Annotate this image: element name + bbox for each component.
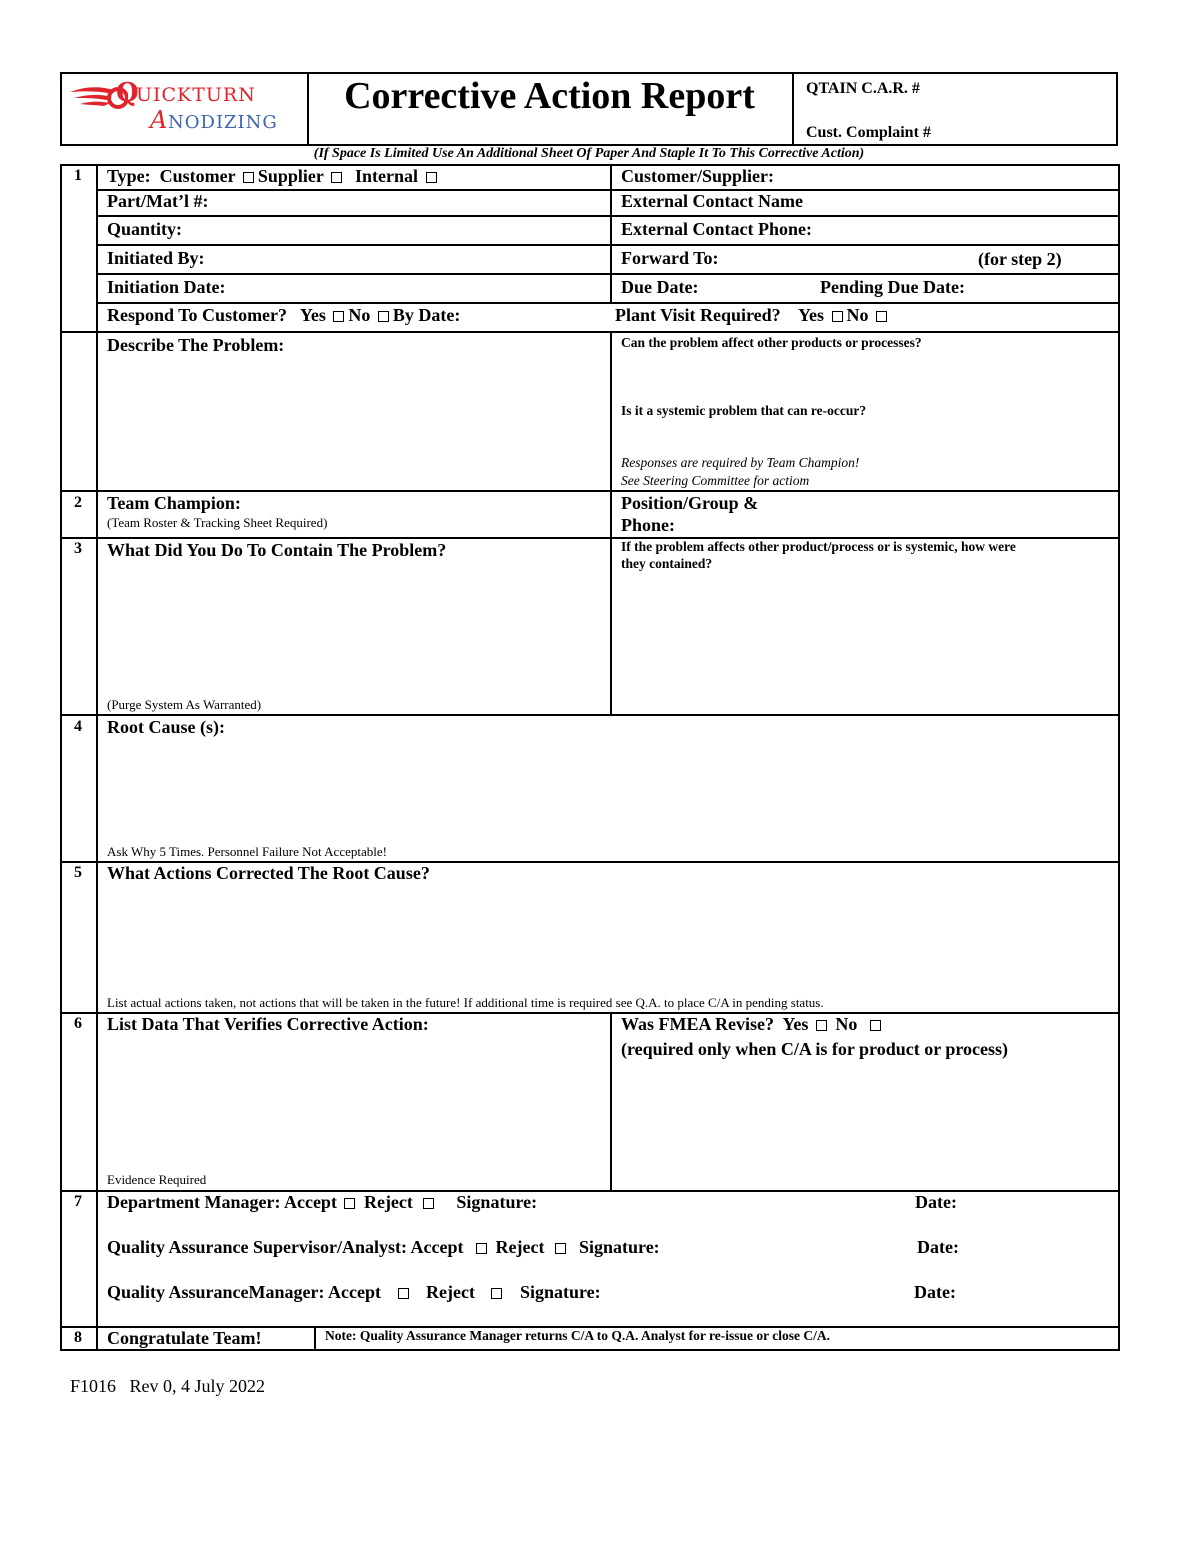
dept-manager-accept-label: Accept <box>283 1192 337 1212</box>
ask-why-note: Ask Why 5 Times. Personnel Failure Not Acceptable! <box>107 844 387 859</box>
quantity-field[interactable]: Quantity: <box>107 219 183 239</box>
page-title: Corrective Action Report <box>344 75 755 117</box>
contained-question-line2: they contained? <box>621 556 713 571</box>
company-logo <box>66 76 302 142</box>
fmea-label: Was FMEA Revise? <box>621 1014 774 1034</box>
dept-manager-label: Department Manager: <box>107 1192 281 1212</box>
steering-note: See Steering Committee for actiom <box>621 473 810 488</box>
qa-manager-label: Quality AssuranceManager: <box>107 1282 325 1302</box>
initiation-date-field[interactable]: Initiation Date: <box>107 277 226 297</box>
dept-manager-date[interactable]: Date: <box>915 1192 957 1212</box>
contain-problem-label: What Did You Do To Contain The Problem? <box>107 540 447 560</box>
respond-row <box>107 305 460 326</box>
respond-yes-label: Yes <box>299 305 326 325</box>
describe-problem-label: Describe The Problem: <box>107 335 285 355</box>
section-number-2: 2 <box>74 494 82 511</box>
dept-manager-reject-checkbox[interactable] <box>423 1198 434 1209</box>
number-column-line <box>96 164 98 1351</box>
team-champion-field[interactable]: Team Champion: <box>107 493 241 513</box>
qa-supervisor-signature-label[interactable]: Signature: <box>579 1237 660 1257</box>
complaint-number-label: Cust. Complaint # <box>806 124 931 141</box>
row-line-1 <box>96 189 1120 191</box>
section2-middle-line <box>610 490 612 537</box>
fmea-yes-checkbox[interactable] <box>816 1020 827 1031</box>
type-customer-label: Customer <box>159 166 236 186</box>
problem-bottom-line <box>60 490 1120 492</box>
header-divider-2 <box>792 72 794 146</box>
evidence-required-note: Evidence Required <box>107 1172 207 1187</box>
logo-text-line2: NODIZING <box>168 112 278 133</box>
verify-data-label: List Data That Verifies Corrective Action: <box>107 1014 429 1034</box>
external-contact-name-field[interactable]: External Contact Name <box>621 191 803 211</box>
dept-manager-accept-checkbox[interactable] <box>344 1198 355 1209</box>
actual-actions-note: List actual actions taken, not actions that will be taken in the future! If additional time is required see Q.A. to place C/A in pending status. <box>107 995 824 1010</box>
section1-middle-line <box>610 164 612 302</box>
due-date-field[interactable]: Due Date: <box>621 277 699 297</box>
qa-manager-signature-label[interactable]: Signature: <box>519 1282 601 1302</box>
dept-manager-reject-label: Reject <box>363 1192 413 1212</box>
form-revision: F1016 Rev 0, 4 July 2022 <box>70 1376 266 1396</box>
logo-letter-q: Q <box>116 78 139 108</box>
section-number-7: 7 <box>74 1193 82 1210</box>
qa-supervisor-reject-label: Reject <box>495 1237 545 1257</box>
type-row <box>107 166 441 187</box>
qa-supervisor-label: Quality Assurance Supervisor/Analyst: <box>107 1237 408 1257</box>
responses-note: Responses are required by Team Champion! <box>621 455 860 470</box>
contained-question-line1: If the problem affects other product/process or is systemic, how were <box>621 539 1016 554</box>
dept-manager-signature-label[interactable]: Signature: <box>456 1192 538 1212</box>
type-internal-label: Internal <box>355 166 419 186</box>
plant-visit-label: Plant Visit Required? <box>615 305 781 325</box>
pending-due-date-field[interactable]: Pending Due Date: <box>820 277 965 297</box>
respond-label: Respond To Customer? <box>107 305 288 325</box>
fmea-no-checkbox[interactable] <box>870 1020 881 1031</box>
plant-visit-yes-checkbox[interactable] <box>832 311 843 322</box>
phone-label: Phone: <box>621 515 675 535</box>
section-number-3: 3 <box>74 540 82 557</box>
row-line-5 <box>96 302 1120 304</box>
position-group-label: Position/Group & <box>621 493 759 513</box>
plant-visit-row <box>615 305 891 326</box>
external-contact-phone-field[interactable]: External Contact Phone: <box>621 219 812 239</box>
respond-yes-checkbox[interactable] <box>333 311 344 322</box>
logo-letter-a: A <box>150 106 168 134</box>
section-number-4: 4 <box>74 718 82 735</box>
qa-manager-date[interactable]: Date: <box>914 1282 956 1302</box>
by-date-label: By Date: <box>392 305 461 325</box>
qa-manager-reject-label: Reject <box>426 1282 475 1302</box>
section8-middle-line <box>314 1326 316 1351</box>
purge-note: (Purge System As Warranted) <box>107 697 262 712</box>
row-line-4 <box>96 273 1120 275</box>
congratulate-team-label: Congratulate Team! <box>107 1328 262 1348</box>
qa-manager-accept-checkbox[interactable] <box>398 1288 409 1299</box>
plant-visit-no-label: No <box>846 305 869 325</box>
qa-manager-accept-label: Accept <box>328 1282 381 1302</box>
for-step-note: (for step 2) <box>978 249 1062 269</box>
section-number-8: 8 <box>74 1329 82 1346</box>
fmea-row <box>621 1014 885 1035</box>
qa-manager-reject-checkbox[interactable] <box>491 1288 502 1299</box>
fmea-note: (required only when C/A is for product or process) <box>621 1039 1009 1059</box>
car-number-label: QTAIN C.A.R. # <box>806 80 920 97</box>
qa-supervisor-accept-checkbox[interactable] <box>476 1243 487 1254</box>
roster-note: (Team Roster & Tracking Sheet Required) <box>107 515 328 530</box>
qa-manager-return-note: Note: Quality Assurance Manager returns C/A to Q.A. Analyst for re-issue or close C/A. <box>325 1328 830 1343</box>
dept-manager-row <box>107 1192 537 1213</box>
part-field[interactable]: Part/Mat’l #: <box>107 191 209 211</box>
actions-corrected-label: What Actions Corrected The Root Cause? <box>107 863 430 883</box>
systemic-question: Is it a systemic problem that can re-occur? <box>621 403 867 418</box>
respond-no-checkbox[interactable] <box>378 311 389 322</box>
section3-bottom-line <box>60 714 1120 716</box>
type-customer-checkbox[interactable] <box>243 172 254 183</box>
forward-to-field[interactable]: Forward To: <box>621 248 719 268</box>
qa-supervisor-reject-checkbox[interactable] <box>555 1243 566 1254</box>
type-supplier-label: Supplier <box>257 166 324 186</box>
initiated-by-field[interactable]: Initiated By: <box>107 248 205 268</box>
root-cause-label: Root Cause (s): <box>107 717 225 737</box>
section3-middle-line <box>610 537 612 714</box>
logo-text-line1: UICKTURN <box>136 84 256 106</box>
affect-question: Can the problem affect other products or processes? <box>621 335 922 350</box>
qa-manager-row <box>107 1282 601 1303</box>
section1-bottom-line <box>60 331 1120 333</box>
problem-middle-line <box>610 331 612 490</box>
row-line-2 <box>96 215 1120 217</box>
section-number-1: 1 <box>74 167 82 184</box>
type-label: Type: <box>107 166 151 186</box>
section-number-6: 6 <box>74 1015 82 1032</box>
type-internal-checkbox[interactable] <box>426 172 437 183</box>
section6-middle-line <box>610 1012 612 1190</box>
type-supplier-checkbox[interactable] <box>331 172 342 183</box>
space-note: (If Space Is Limited Use An Additional Sheet Of Paper And Staple It To This Corrective Action) <box>313 146 865 161</box>
customer-supplier-field[interactable]: Customer/Supplier: <box>621 166 774 186</box>
plant-visit-yes-label: Yes <box>798 305 825 325</box>
qa-supervisor-date[interactable]: Date: <box>917 1237 959 1257</box>
row-line-3 <box>96 244 1120 246</box>
qa-supervisor-row <box>107 1237 660 1258</box>
fmea-yes-label: Yes <box>782 1014 809 1034</box>
respond-no-label: No <box>348 305 371 325</box>
plant-visit-no-checkbox[interactable] <box>876 311 887 322</box>
qa-supervisor-accept-label: Accept <box>410 1237 464 1257</box>
section-number-5: 5 <box>74 864 82 881</box>
fmea-no-label: No <box>835 1014 858 1034</box>
